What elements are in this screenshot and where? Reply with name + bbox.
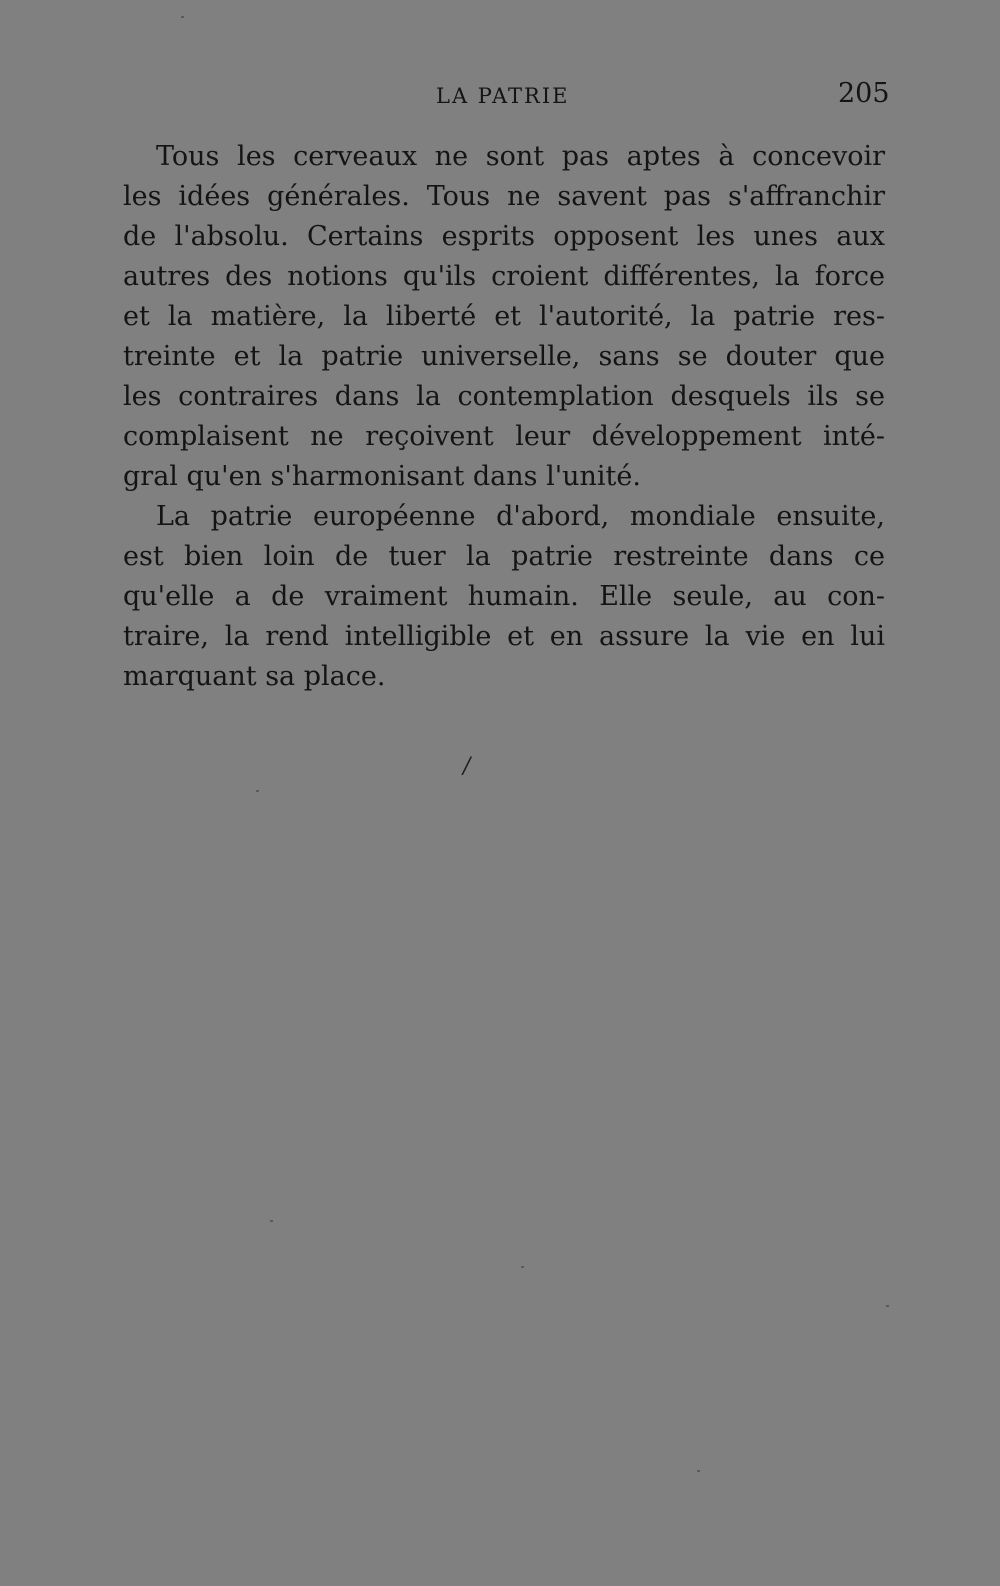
- text-line: treinte et la patrie universelle, sans se douter que: [123, 341, 885, 372]
- body-text: [123, 137, 885, 697]
- text-line: La patrie européenne d'abord, mondiale ensuite,: [156, 501, 885, 532]
- scan-speck: [181, 16, 184, 18]
- paragraph-2: [123, 497, 885, 697]
- text-line: autres des notions qu'ils croient différentes, la force: [123, 261, 885, 292]
- text-line: complaisent ne reçoivent leur développement inté-: [123, 421, 885, 452]
- text-line: est bien loin de tuer la patrie restreinte dans ce: [123, 541, 885, 572]
- text-line: marquant sa place.: [123, 661, 386, 692]
- text-line: les idées générales. Tous ne savent pas s'affranchir: [123, 181, 885, 212]
- text-line: gral qu'en s'harmonisant dans l'unité.: [123, 461, 641, 492]
- text-line: les contraires dans la contemplation desquels ils se: [123, 381, 885, 412]
- page-number: 205: [838, 78, 890, 109]
- scan-speck: [697, 1470, 700, 1472]
- scan-speck: [886, 1305, 889, 1307]
- scan-speck: [521, 1266, 524, 1268]
- text-line: qu'elle a de vraiment humain. Elle seule, au con-: [123, 581, 885, 612]
- text-line: traire, la rend intelligible et en assure la vie en lui: [123, 621, 885, 652]
- scan-speck: [256, 790, 259, 792]
- text-line: et la matière, la liberté et l'autorité, la patrie res-: [123, 301, 885, 332]
- text-line: de l'absolu. Certains esprits opposent les unes aux: [123, 221, 885, 252]
- scan-speck: [270, 1220, 273, 1222]
- stray-mark: /: [463, 754, 471, 779]
- paragraph-1: [123, 137, 885, 497]
- running-head: LA PATRIE: [436, 84, 570, 108]
- text-line: Tous les cerveaux ne sont pas aptes à concevoir: [156, 141, 885, 172]
